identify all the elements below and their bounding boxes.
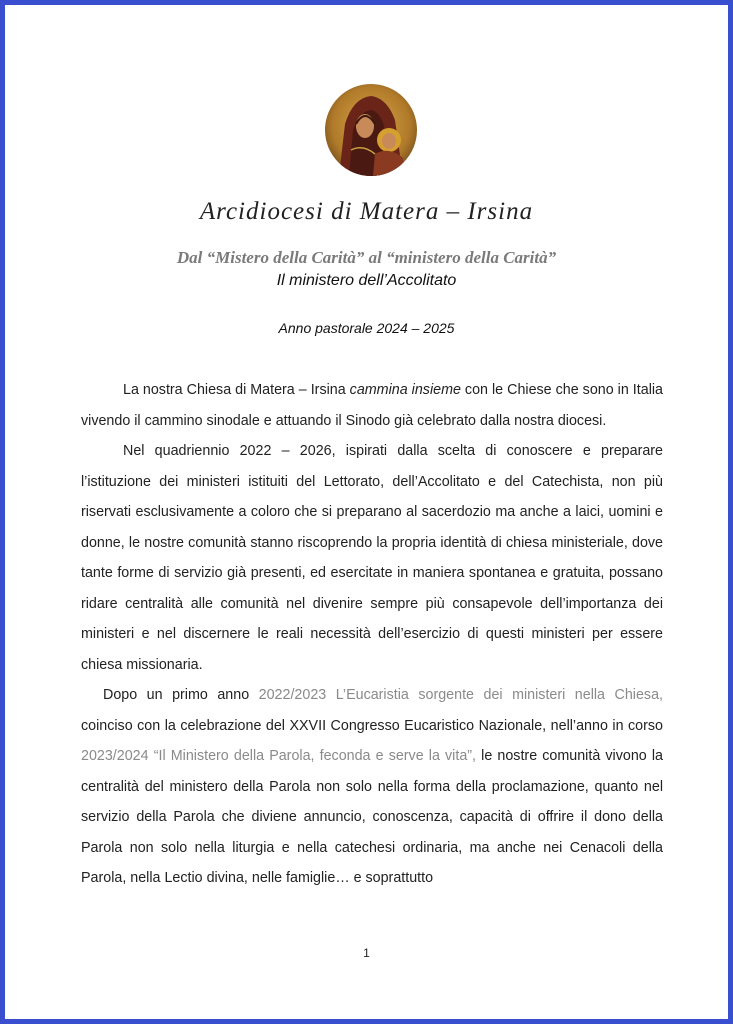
theme-subtitle: Dal “Mistero della Carità” al “ministero della Carità” (176, 248, 557, 267)
emphasis-cammina-insieme: cammina insieme (349, 382, 461, 398)
diocese-title: Arcidiocesi di Matera – Irsina (199, 198, 534, 225)
highlight-year-2: 2023/2024 “Il Ministero della Parola, feconda e serve la vita”, (81, 748, 477, 764)
page-number: 1 (363, 946, 370, 960)
paragraph-2: Nel quadriennio 2022 – 2026, ispirati dalla scelta di conoscere e preparare l’istituzione dei ministeri istituiti del Lettorato, dell’Accolitato e del Catechista, non più riservati esclusivamente a coloro che si preparano al sacerdozio ma anche a laici, uomini e donne, le nostre comunità stanno riscoprendo la propria identità di chiesa ministeriale, dove tante forme di servizio già presenti, ed esercitate in maniera spontanea e gratuita, possano ridare centralità alle comunità nel divenire sempre più consapevole dell’importanza dei ministeri e nel discernere le reali necessità dell’esercizio di questi ministeri per essere chiesa missionaria. (81, 443, 663, 673)
letter-body (81, 375, 663, 894)
ministry-subtitle: Il ministero dell’Accolitato (276, 272, 457, 289)
pastoral-year: Anno pastorale 2024 – 2025 (278, 320, 455, 336)
madonna-icon (325, 84, 417, 176)
highlight-year-1: 2022/2023 L’Eucaristia sorgente dei ministeri nella Chiesa, (258, 687, 663, 703)
paragraph-1: La nostra Chiesa di Matera – Irsina cammina insieme con le Chiese che sono in Italia vivendo il cammino sinodale e attuando il Sinodo già celebrato dalla nostra diocesi. (81, 382, 663, 429)
paragraph-3: Dopo un primo anno 2022/2023 L’Eucaristia sorgente dei ministeri nella Chiesa, coinciso con la celebrazione del XXVII Congresso Eucaristico Nazionale, nell’anno in corso 2023/2024 “Il Ministero della Parola, feconda e serve la vita”, le nostre comunità vivono la centralità del ministero della Parola non solo nella forma della proclamazione, quanto nel servizio della Parola che diviene annuncio, conoscenza, capacità di offrire il dono della Parola non solo nella liturgia e nella catechesi ordinaria, ma anche nei Cenacoli della Parola, nella Lectio divina, nelle famiglie… e soprattutto (81, 687, 663, 886)
